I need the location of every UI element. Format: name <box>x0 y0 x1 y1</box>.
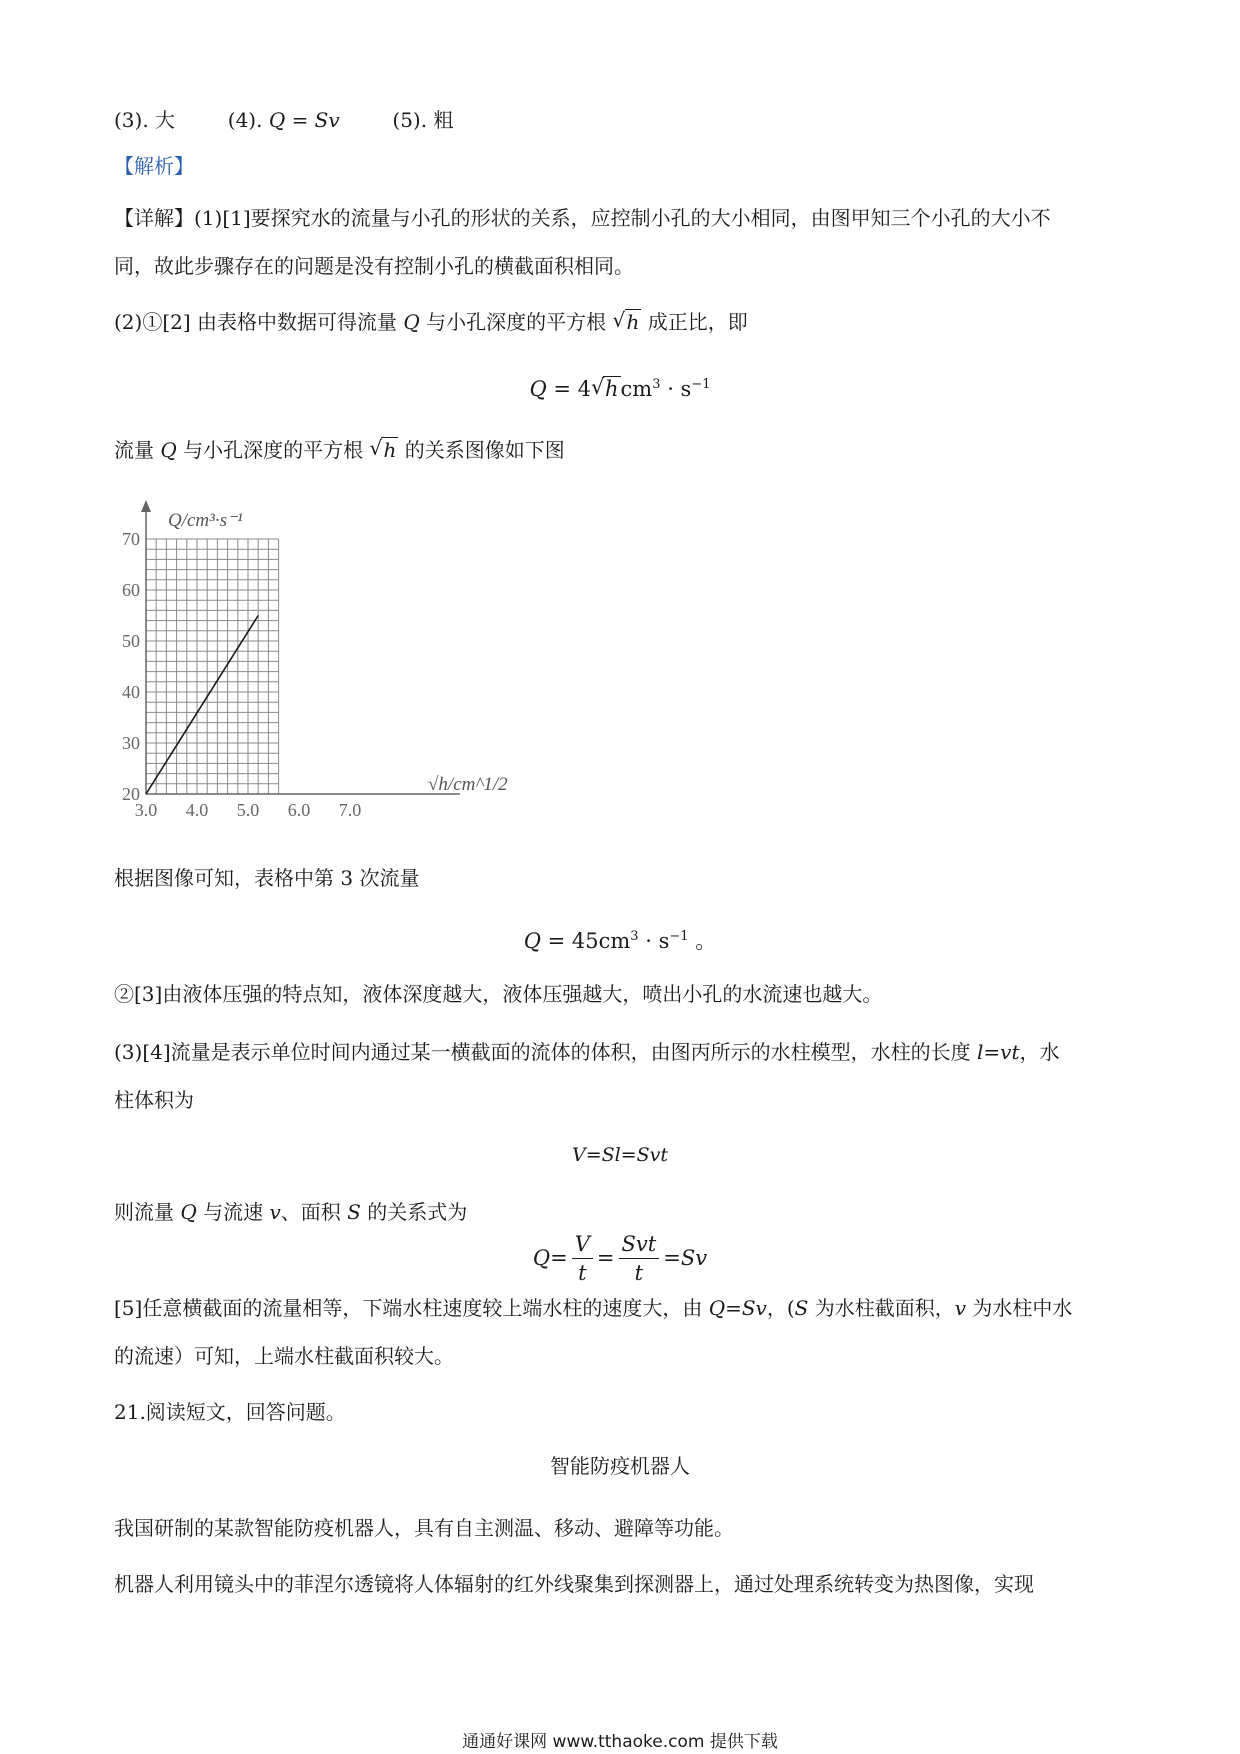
eq4-rhs: Sv <box>680 1246 708 1270</box>
eq2-exp3: 3 <box>630 929 639 944</box>
var-S: S <box>347 1200 361 1224</box>
paragraph-1-line-2: 同，故此步骤存在的问题是没有控制小孔的横截面积相同。 <box>114 254 634 278</box>
paragraph-7-mid1: 与流速 <box>196 1200 270 1224</box>
formula-q-sv: Q=Sv <box>708 1296 767 1320</box>
eq2-end: 。 <box>688 929 717 953</box>
paragraph-6-prefix: (3)[4]流量是表示单位时间内通过某一横截面的流体的体积，由图丙所示的水柱模型，水柱的长度 <box>114 1040 978 1064</box>
answers-line <box>114 106 453 134</box>
answer-3-text: 大 <box>155 108 176 132</box>
x-tick-label: 5.0 <box>236 800 260 820</box>
q-vs-sqrt-h-chart <box>110 500 570 845</box>
eq4-f2-den: t <box>634 1260 644 1285</box>
eq4-f2-num: Svt <box>619 1230 660 1259</box>
eq2-dot: · s <box>638 929 670 953</box>
article-paragraph-2: 机器人利用镜头中的菲涅尔透镜将人体辐射的红外线聚集到探测器上，通过处理系统转变为热图像，实现 <box>114 1572 1034 1596</box>
var-l-vt: l=vt <box>977 1040 1020 1064</box>
equation-1 <box>0 370 1240 404</box>
paragraph-3 <box>114 436 565 464</box>
article-title: 智能防疫机器人 <box>550 1454 690 1478</box>
eq4-eq3: = <box>663 1246 681 1270</box>
answer-5-number: (5). <box>392 108 428 132</box>
eq1-coef: = 4 <box>546 377 592 401</box>
answer-4-formula: Q = Sv <box>268 108 340 132</box>
paragraph-8-line-1 <box>114 1294 1072 1322</box>
paragraph-7-mid2: 、面积 <box>280 1200 348 1224</box>
paragraph-8-mid2: 为水柱截面积， <box>808 1296 955 1320</box>
chart-grid <box>146 539 279 794</box>
paragraph-7 <box>114 1198 467 1226</box>
eq4-eq2: = <box>596 1246 615 1270</box>
paragraph-2-middle: 与小孔深度的平方根 <box>419 310 613 334</box>
eq4-fraction-2 <box>619 1230 660 1287</box>
eq2-lhs: Q <box>523 929 541 953</box>
paragraph-7-suffix: 的关系式为 <box>360 1200 468 1224</box>
eq4-eq1: = <box>550 1246 568 1270</box>
eq1-h: h <box>605 377 619 401</box>
y-tick-label: 70 <box>122 529 140 549</box>
eq2-rhs: = 45cm <box>540 929 631 953</box>
y-axis-arrow <box>141 500 151 512</box>
var-v-2: v <box>954 1296 967 1320</box>
paragraph-3-suffix: 的关系图像如下图 <box>398 438 565 462</box>
y-tick-label: 50 <box>122 631 140 651</box>
var-h: h <box>626 310 640 334</box>
x-tick-label: 4.0 <box>185 800 209 820</box>
footer-source: 通通好课网 www.tthaoke.com 提供下载 <box>462 1732 778 1752</box>
answer-4-number: (4). <box>227 108 263 132</box>
eq2-expm1: −1 <box>669 929 689 944</box>
paragraph-6-line-1 <box>114 1038 1060 1066</box>
paragraph-3-middle: 与小孔深度的平方根 <box>176 438 370 462</box>
chart-axes <box>141 500 460 794</box>
eq4-f1-num: V <box>572 1230 593 1259</box>
equation-3: V=Sl=Svt <box>571 1144 669 1166</box>
y-tick-label: 60 <box>122 580 140 600</box>
paragraph-8-mid1: ，( <box>766 1296 795 1320</box>
paragraph-2-suffix: 成正比，即 <box>641 310 748 334</box>
paragraph-8-line-2: 的流速）可知，上端水柱截面积较大。 <box>114 1344 454 1368</box>
var-S-2: S <box>794 1296 809 1320</box>
sqrt-h-2 <box>369 436 398 464</box>
question-21: 21.阅读短文，回答问题。 <box>114 1400 346 1424</box>
eq4-f1-den: t <box>578 1260 587 1285</box>
eq1-lhs: Q <box>529 377 547 401</box>
eq1-unit: cm <box>620 377 653 401</box>
x-tick-label: 7.0 <box>338 800 362 820</box>
eq1-expm1: −1 <box>691 377 711 392</box>
x-tick-label: 6.0 <box>287 800 311 820</box>
answer-5-text: 粗 <box>433 108 454 132</box>
paragraph-1-text: (1)[1]要探究水的流量与小孔的形状的关系，应控制小孔的大小相同，由图甲知三个小孔的大小不 <box>194 206 1051 230</box>
chart-xlabel: √h/cm^1/2 <box>428 774 508 795</box>
paragraph-6-suffix: ，水 <box>1019 1040 1060 1064</box>
article-paragraph-1: 我国研制的某款智能防疫机器人，具有自主测温、移动、避障等功能。 <box>114 1516 734 1540</box>
eq1-sqrt <box>591 374 621 404</box>
var-v: v <box>269 1200 281 1224</box>
paragraph-1-line-1 <box>114 204 1051 232</box>
detail-tag: 【详解】 <box>114 206 194 230</box>
eq4-fraction-1 <box>572 1230 593 1287</box>
paragraph-3-prefix: 流量 <box>114 438 161 462</box>
eq1-dot: · s <box>660 377 692 401</box>
x-tick-label: 3.0 <box>134 800 158 820</box>
paragraph-8-suffix: 为水柱中水 <box>966 1296 1073 1320</box>
series-line <box>146 616 258 795</box>
y-tick-label: 40 <box>122 682 140 702</box>
paragraph-2-prefix: (2)①[2] 由表格中数据可得流量 <box>114 310 404 334</box>
eq4-lhs: Q <box>532 1246 551 1270</box>
equation-2 <box>0 922 1240 956</box>
y-tick-label: 20 <box>122 784 140 804</box>
paragraph-2 <box>114 308 748 336</box>
paragraph-8-prefix: [5]任意横截面的流量相等，下端水柱速度较上端水柱的速度大，由 <box>114 1296 709 1320</box>
chart-ylabel: Q/cm³·s⁻¹ <box>168 510 243 531</box>
var-Q-3: Q <box>180 1200 197 1224</box>
equation-4 <box>0 1226 1240 1290</box>
var-h-2: h <box>383 438 397 462</box>
paragraph-5: ②[3]由液体压强的特点知，液体深度越大，液体压强越大，喷出小孔的水流速也越大。 <box>114 982 883 1006</box>
var-Q-2: Q <box>160 438 177 462</box>
answer-3-number: (3). <box>114 108 149 132</box>
var-Q: Q <box>403 310 420 334</box>
paragraph-7-prefix: 则流量 <box>114 1200 181 1224</box>
paragraph-4: 根据图像可知，表格中第 3 次流量 <box>114 866 420 890</box>
sqrt-h <box>613 308 642 336</box>
y-tick-label: 30 <box>122 733 140 753</box>
analysis-tag: 【解析】 <box>114 154 194 178</box>
eq1-exp3: 3 <box>652 377 661 392</box>
paragraph-6-line-2: 柱体积为 <box>114 1088 194 1112</box>
chart-series <box>146 616 258 795</box>
